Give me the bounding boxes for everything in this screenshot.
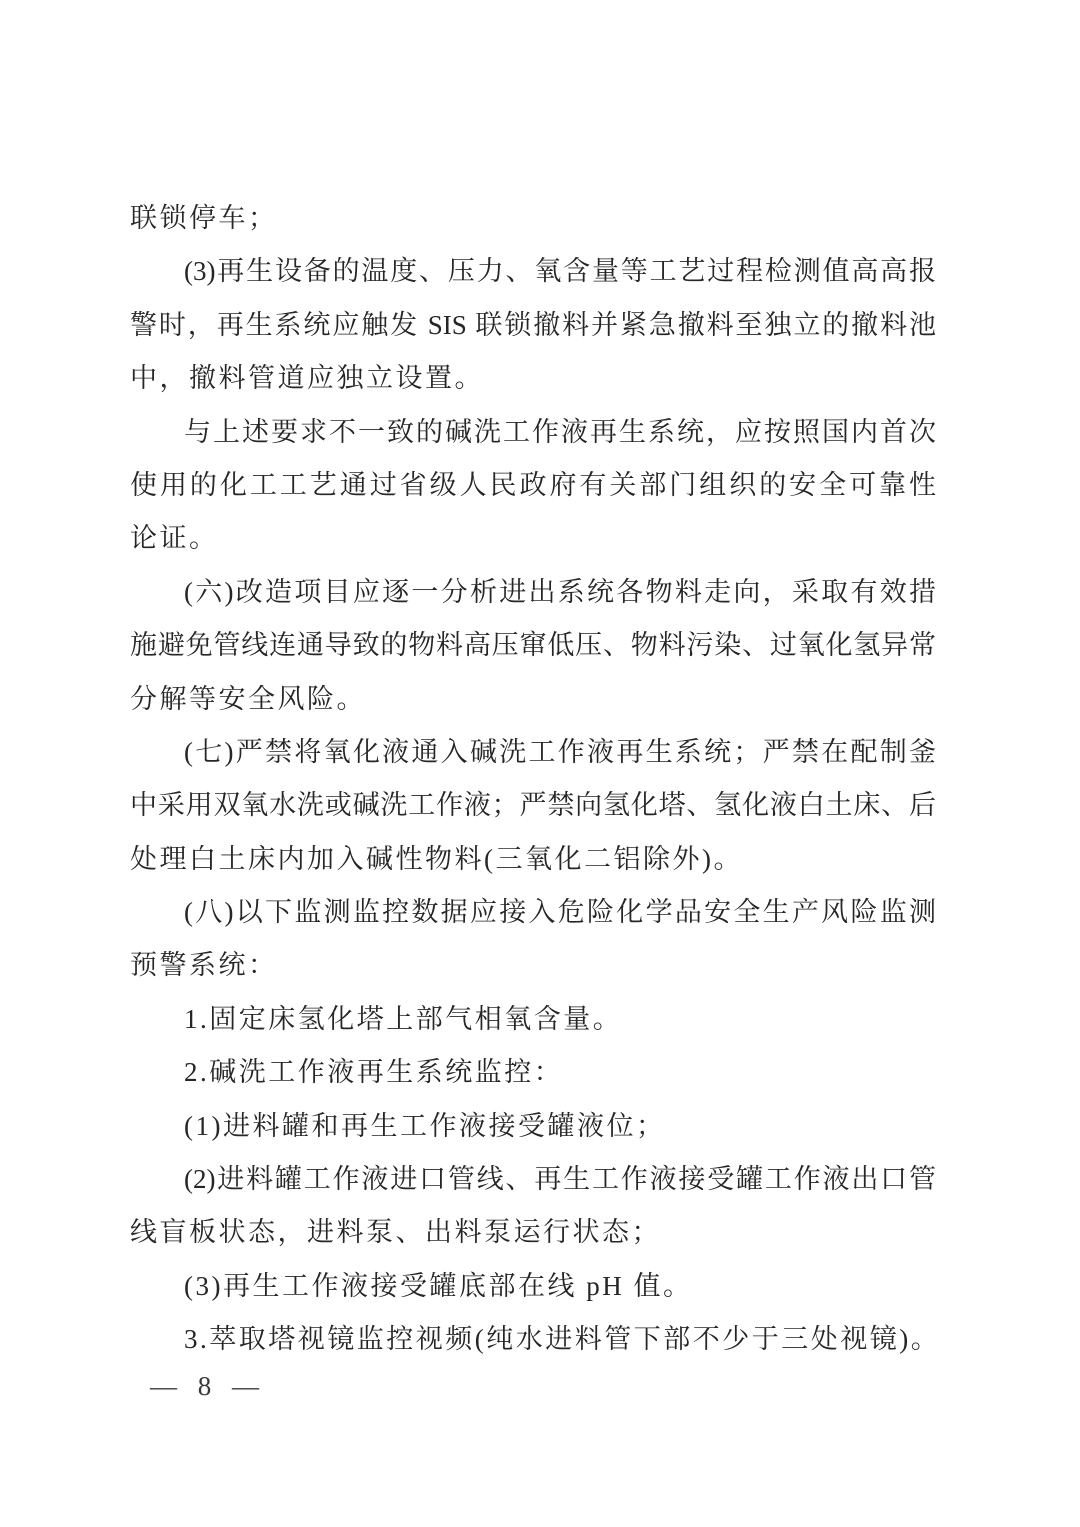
text-line: (1)进料罐和再生工作液接受罐液位； [184, 1110, 666, 1141]
text-line: 2.碱洗工作液再生系统监控： [184, 1057, 564, 1088]
text-line: 联锁停车； [130, 203, 278, 233]
text-line: 论证。 [130, 523, 219, 554]
text-line: 分解等安全风险。 [130, 683, 366, 714]
text-line: (2)进料罐工作液进口管线、再生工作液接受罐工作液出口管 [184, 1164, 936, 1195]
text-line: 使用的化工工艺通过省级人民政府有关部门组织的安全可靠性 [130, 469, 936, 500]
text-line: (3)再生设备的温度、压力、氧含量等工艺过程检测值高高报 [184, 256, 936, 287]
text-line: 1.固定床氢化塔上部气相氧含量。 [184, 1003, 623, 1034]
text-line: 预警系统： [130, 950, 278, 981]
text-line: 线盲板状态，进料泵、出料泵运行状态； [130, 1217, 661, 1248]
text-line: (八)以下监测监控数据应接入危险化学品安全生产风险监测 [184, 897, 936, 928]
text-line: (六)改造项目应逐一分析进出系统各物料走向，采取有效措 [184, 576, 936, 607]
text-line: 与上述要求不一致的碱洗工作液再生系统，应按照国内首次 [184, 416, 936, 447]
text-line: 中，撤料管道应独立设置。 [130, 363, 484, 394]
document-body [130, 192, 941, 1367]
text-line: (3)再生工作液接受罐底部在线 pH 值。 [184, 1270, 693, 1301]
text-line: (七)严禁将氧化液通入碱洗工作液再生系统；严禁在配制釜 [184, 736, 936, 767]
text-line: 施避免管线连通导致的物料高压窜低压、物料污染、过氧化氢异常 [130, 630, 936, 661]
text-line: 3.萃取塔视镜监控视频(纯水进料管下部不少于三处视镜)。 [184, 1324, 941, 1355]
page-number: — 8 — [150, 1371, 266, 1401]
text-line: 中采用双氧水洗或碱洗工作液；严禁向氢化塔、氢化液白土床、后 [130, 790, 936, 821]
text-line: 警时，再生系统应触发 SIS 联锁撤料并紧急撤料至独立的撤料池 [130, 309, 936, 340]
text-line: 处理白土床内加入碱性物料(三氧化二铝除外)。 [130, 843, 743, 874]
